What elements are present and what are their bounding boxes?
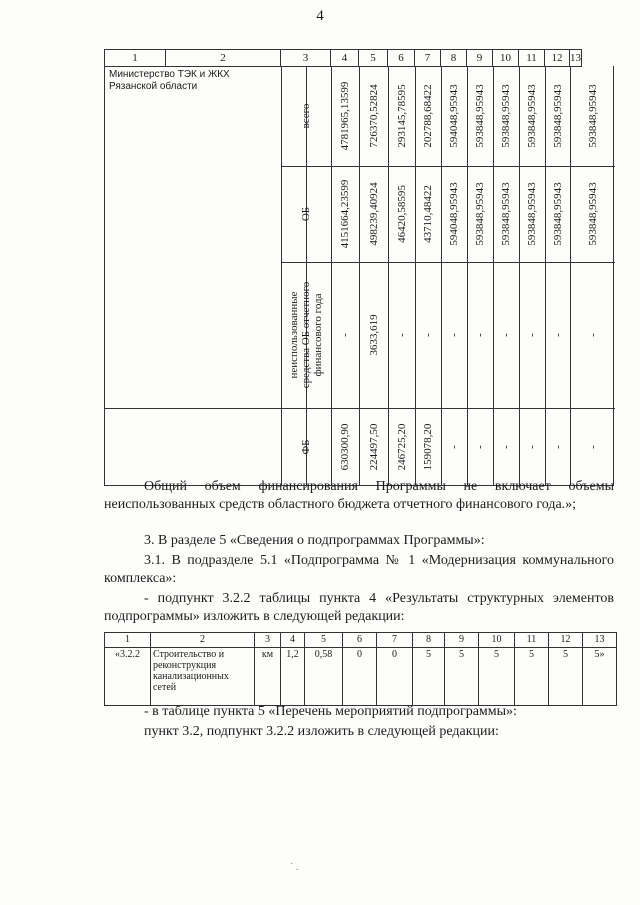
value-cell: - xyxy=(526,445,538,449)
value-cell: 593848,95943 xyxy=(586,182,599,246)
small-cell: 0 xyxy=(343,648,377,706)
value-cell: 3633,619 xyxy=(367,314,380,356)
value-cell: 593848,95943 xyxy=(500,84,512,148)
paragraph-subsection51: 3.1. В подразделе 5.1 «Подпрограмма № 1 «Модернизация коммунального комплекса»: xyxy=(104,553,614,586)
value-cell: 46420,58595 xyxy=(395,185,408,243)
row-label: всего xyxy=(300,103,312,129)
small-header-cell: 12 xyxy=(549,633,583,648)
row-label-line: средства ОБ отчетного xyxy=(300,281,312,389)
small-header-cell: 11 xyxy=(515,633,549,648)
value-cell: 593848,95943 xyxy=(586,84,599,148)
small-cell: 5 xyxy=(445,648,479,706)
value-cell: - xyxy=(448,445,460,449)
small-cell: «3.2.2 xyxy=(105,648,151,706)
row-label-line: финансового года xyxy=(312,293,324,377)
small-cell: 5 xyxy=(479,648,515,706)
value-cell: 593848,95943 xyxy=(551,84,564,148)
small-header-cell: 1 xyxy=(105,633,151,648)
paragraph-point32: пункт 3.2, подпункт 3.2.2 изложить в следующей редакции: xyxy=(144,724,499,739)
value-cell: 630300,90 xyxy=(339,423,351,471)
header-cell: 12 xyxy=(545,50,570,67)
value-cell: 593848,95943 xyxy=(474,84,486,148)
small-header-row xyxy=(105,633,617,648)
value-cell: - xyxy=(474,445,486,449)
scan-marks: ˙ . xyxy=(290,862,299,873)
value-cell: 593848,95943 xyxy=(474,182,486,246)
small-cell: 0,58 xyxy=(305,648,343,706)
value-cell: 593848,95943 xyxy=(500,182,512,246)
value-cell: 43710,48422 xyxy=(422,185,434,243)
page-number: 4 xyxy=(316,8,324,24)
small-cell: 5 xyxy=(413,648,445,706)
value-cell: - xyxy=(551,333,564,337)
value-cell: 593848,95943 xyxy=(526,84,538,148)
value-cell: 594048,95943 xyxy=(448,84,460,148)
header-cell: 7 xyxy=(415,50,441,67)
value-cell: 293145,78595 xyxy=(395,84,408,148)
small-cell: 5 xyxy=(549,648,583,706)
table-row xyxy=(105,648,617,706)
value-cell: 4151664,23599 xyxy=(339,179,351,249)
value-cell: - xyxy=(339,333,351,337)
value-cell: - xyxy=(395,333,408,337)
small-header-cell: 5 xyxy=(305,633,343,648)
value-cell: 594048,95943 xyxy=(448,182,460,246)
small-header-cell: 4 xyxy=(281,633,305,648)
header-cell: 13 xyxy=(570,50,582,67)
header-cell: 4 xyxy=(331,50,359,67)
small-header-cell: 7 xyxy=(377,633,413,648)
small-header-cell: 6 xyxy=(343,633,377,648)
value-cell: - xyxy=(422,333,434,337)
header-cell: 5 xyxy=(359,50,388,67)
header-cell: 8 xyxy=(441,50,467,67)
row-label xyxy=(281,262,331,408)
value-cell: 224497,50 xyxy=(367,423,380,471)
financing-table xyxy=(104,49,582,67)
row-label: ОБ xyxy=(300,206,312,222)
value-cell: - xyxy=(500,445,512,449)
header-cell-1-2: 1 2 xyxy=(105,50,281,67)
row-label: ФБ xyxy=(300,439,312,455)
header-cell: 9 xyxy=(467,50,493,67)
small-header-cell: 3 xyxy=(255,633,281,648)
results-table xyxy=(104,632,617,706)
value-cell: - xyxy=(474,333,486,337)
small-header-cell: 13 xyxy=(583,633,617,648)
small-cell: 5 xyxy=(515,648,549,706)
small-header-cell: 9 xyxy=(445,633,479,648)
paragraph-total: Общий объем финансирования Программы не включает объемы неиспользованных средств областного бюджета отчетного финансового года.»; xyxy=(104,479,614,512)
small-cell: км xyxy=(255,648,281,706)
value-cell: 593848,95943 xyxy=(526,182,538,246)
value-cell: 246725,20 xyxy=(395,423,408,471)
value-cell: - xyxy=(551,445,564,449)
financing-grid xyxy=(104,66,614,486)
small-cell: 5» xyxy=(583,648,617,706)
header-cell: 10 xyxy=(493,50,519,67)
value-cell: - xyxy=(586,333,599,337)
paragraph-table5: - в таблице пункта 5 «Перечень мероприятий подпрограммы»: xyxy=(144,704,517,719)
value-cell: - xyxy=(586,445,599,449)
value-cell: 726370,52824 xyxy=(367,84,380,148)
value-cell: 4781965,13599 xyxy=(339,81,351,151)
table-header-row xyxy=(105,50,582,67)
small-header-cell: 10 xyxy=(479,633,515,648)
header-cell: 6 xyxy=(388,50,415,67)
small-cell: Строительство и реконструкция канализационных сетей xyxy=(151,648,255,706)
value-cell: - xyxy=(526,333,538,337)
paragraph-subpoint322: - подпункт 3.2.2 таблицы пункта 4 «Результаты структурных элементов подпрограммы» изложить в следующей редакции: xyxy=(104,591,614,624)
row-label-line: неиспользованные xyxy=(288,291,300,379)
value-cell: 159078,20 xyxy=(422,423,434,471)
header-cell: 3 xyxy=(281,50,331,67)
value-cell: - xyxy=(500,333,512,337)
small-header-cell: 2 xyxy=(151,633,255,648)
small-header-cell: 8 xyxy=(413,633,445,648)
value-cell: 498239,40924 xyxy=(367,182,380,246)
value-cell: 593848,95943 xyxy=(551,182,564,246)
organization-name: Министерство ТЭК и ЖКХ Рязанской области xyxy=(109,69,230,92)
value-cell: 202788,68422 xyxy=(422,84,434,148)
value-cell: - xyxy=(448,333,460,337)
small-cell: 0 xyxy=(377,648,413,706)
header-cell: 11 xyxy=(519,50,545,67)
small-cell: 1,2 xyxy=(281,648,305,706)
paragraph-section5: 3. В разделе 5 «Сведения о подпрограммах Программы»: xyxy=(144,533,485,548)
